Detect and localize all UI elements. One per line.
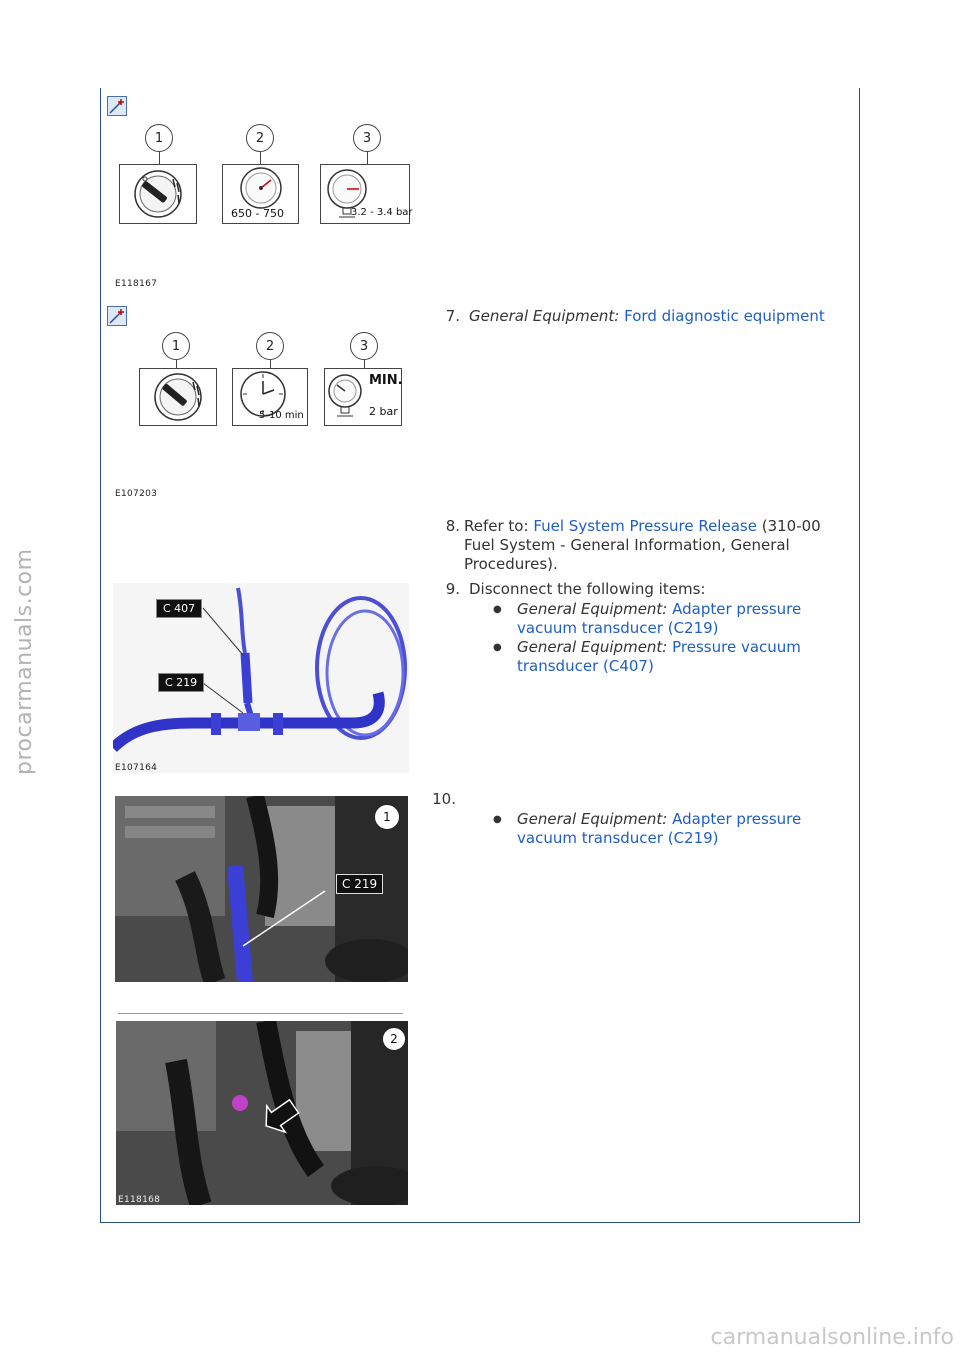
callout-2: 2: [382, 1027, 406, 1051]
callout-1: 1: [374, 804, 400, 830]
refer-to-label: Refer to:: [464, 517, 529, 535]
engine-bay-illustration: [116, 1021, 408, 1205]
bullet-dot-icon: ●: [493, 814, 502, 825]
ignition-key-panel: [119, 164, 197, 224]
reference-line-3: Procedures).: [464, 555, 558, 573]
min-label: MIN.: [369, 373, 403, 388]
equipment-prefix: General Equipment:: [517, 600, 668, 618]
engine-photo-2: [116, 1021, 408, 1205]
step-number: 8.: [445, 517, 460, 535]
bullet-dot-icon: ●: [493, 642, 502, 653]
pressure-vacuum-link-cont[interactable]: transducer (C407): [517, 657, 654, 675]
callout-2: 2: [256, 332, 284, 360]
adapter-pressure-link-cont[interactable]: vacuum transducer (C219): [517, 829, 719, 847]
step-number: 7.: [445, 307, 460, 325]
duration-label: 5-10 min: [259, 410, 304, 421]
bullet-item: [493, 638, 833, 678]
fuel-system-pressure-release-link[interactable]: Fuel System Pressure Release: [533, 517, 757, 535]
figure-caption: E118167: [115, 279, 158, 289]
callout-3: 3: [353, 124, 381, 152]
callout-1: 1: [145, 124, 173, 152]
callout-1: 1: [162, 332, 190, 360]
adapter-pressure-link[interactable]: Adapter pressure: [672, 810, 802, 828]
reference-code: (310-00: [761, 517, 821, 535]
step-9: [420, 580, 850, 602]
step-10: [420, 790, 850, 812]
figure-caption: E118168: [118, 1195, 161, 1205]
pressure-vacuum-link[interactable]: Pressure vacuum: [672, 638, 801, 656]
equipment-prefix: General Equipment:: [517, 810, 668, 828]
bullet-item: [493, 810, 833, 850]
bar-label: 2 bar: [369, 405, 398, 418]
ignition-key-icon: [140, 369, 216, 425]
step-7: [420, 307, 850, 329]
adapter-pressure-link[interactable]: Adapter pressure: [672, 600, 802, 618]
step-8: [420, 517, 850, 577]
zoom-image-icon[interactable]: [107, 306, 127, 326]
ford-diagnostic-equipment-link[interactable]: Ford diagnostic equipment: [624, 307, 825, 325]
pressure-gauge-panel: [320, 164, 413, 224]
step-number: 10.: [432, 790, 456, 808]
ignition-key-icon: [120, 165, 196, 223]
min-pressure-panel: [324, 368, 402, 426]
photo-divider: [118, 1013, 403, 1014]
zoom-image-icon[interactable]: [107, 96, 127, 116]
pressure-range-label: 3.2 - 3.4 bar: [351, 207, 413, 218]
adapter-pressure-link-cont[interactable]: vacuum transducer (C219): [517, 619, 719, 637]
equipment-prefix: General Equipment:: [469, 307, 620, 325]
tachometer-icon: [223, 165, 298, 209]
bullet-dot-icon: ●: [493, 604, 502, 615]
reference-line-2: Fuel System - General Information, General: [464, 536, 790, 554]
tachometer-panel: [222, 164, 299, 224]
ignition-key-panel: [139, 368, 217, 426]
step-text: Disconnect the following items:: [469, 580, 706, 598]
engine-photo-1: [115, 796, 408, 982]
callout-2: 2: [246, 124, 274, 152]
step-number: 9.: [445, 580, 460, 598]
clock-panel: [232, 368, 308, 426]
connector-tag-c407: C 407: [156, 599, 202, 618]
watermark-bottom: carmanualsonline.info: [710, 1325, 954, 1350]
watermark-left: procarmanuals.com: [12, 548, 37, 775]
callout-3: 3: [350, 332, 378, 360]
figure-caption: E107203: [115, 489, 158, 499]
connector-tag-c219: C 219: [336, 874, 383, 894]
bullet-item: [493, 600, 833, 640]
connector-tag-c219: C 219: [158, 673, 204, 692]
equipment-prefix: General Equipment:: [517, 638, 668, 656]
figure-caption: E107164: [115, 763, 158, 773]
figure-e107164: [113, 583, 409, 773]
rpm-range-label: 650 - 750: [231, 207, 284, 220]
